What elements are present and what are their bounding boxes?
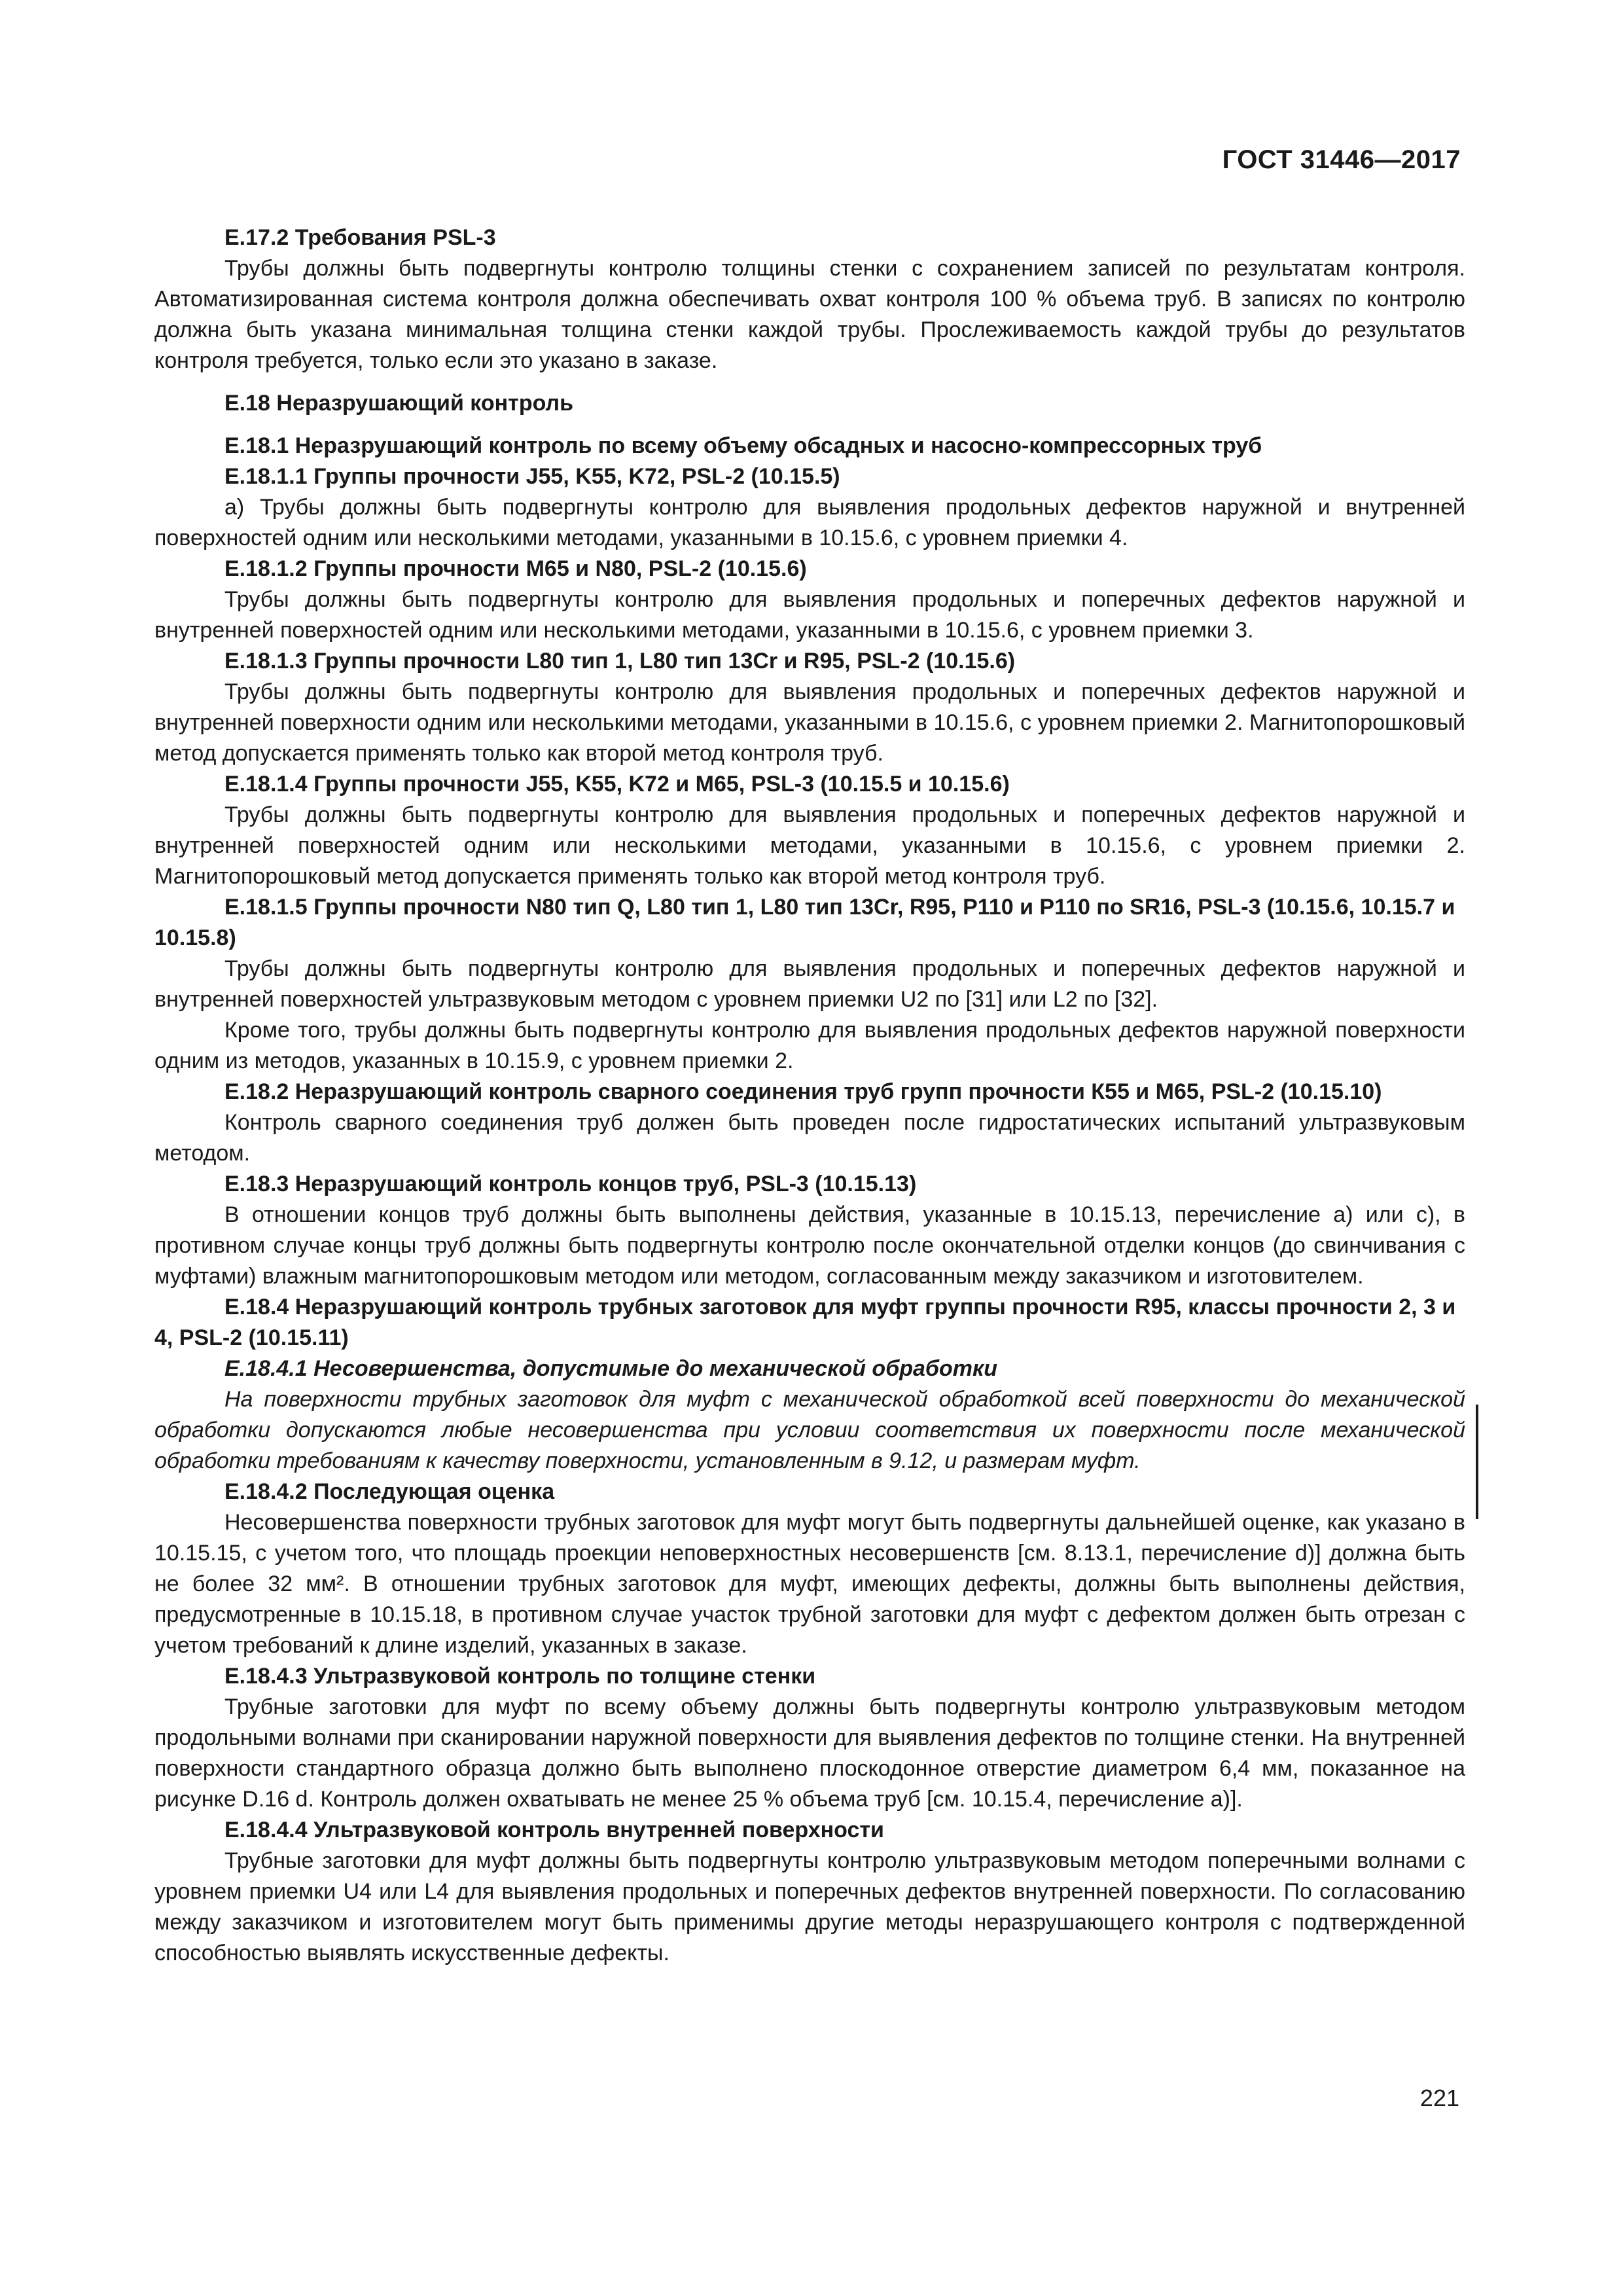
- section-heading: Е.18.3 Неразрушающий контроль концов труб, PSL-3 (10.15.13): [224, 1172, 917, 1196]
- section-heading: Е.17.2 Требования PSL-3: [224, 225, 496, 250]
- section-heading: Е.18.1.2 Группы прочности М65 и N80, PSL-2 (10.15.6): [224, 556, 807, 581]
- section-heading: Е.18.4 Неразрушающий контроль трубных заготовок для муфт группы прочности R95, классы прочности 2, 3 и 4, PSL-2 (10.15.11): [154, 1295, 1456, 1350]
- section-heading: Е.18.4.3 Ультразвуковой контроль по толщине стенки: [224, 1664, 816, 1689]
- paragraph-italic: На поверхности трубных заготовок для муфт с механической обработкой всей поверхности до механической обработки допускаются любые несовершенства при условии соответствия их поверхности после механической обработки требованиям к качеству поверхности, установленным в 9.12, и размерам муфт.: [154, 1387, 1465, 1473]
- paragraph: Несовершенства поверхности трубных заготовок для муфт могут быть подвергнуты дальнейшей оценке, как указано в 10.15.15, с учетом того, что площадь проекции неповерхностных несовершенств [см. 8.13.1, перечисление d)] должна быть не более 32 мм². В отношении трубных заготовок для муфт, имеющих дефекты, должны быть выполнены действия, предусмотренные в 10.15.18, в противном случае участок трубной заготовки для муфт с дефектом должен быть отрезан с учетом требований к длине изделий, указанных в заказе.: [154, 1510, 1465, 1658]
- document-body: [154, 223, 1465, 1969]
- paragraph: В отношении концов труб должны быть выполнены действия, указанные в 10.15.13, перечисление а) или с), в противном случае концы труб должны быть подвергнуты контролю после окончательной отделки концов (до свинчивания с муфтами) влажным магнитопорошковым методом или методом, согласованным между заказчиком и изготовителем.: [154, 1202, 1465, 1289]
- section-heading: Е.18.4.4 Ультразвуковой контроль внутренней поверхности: [224, 1818, 884, 1842]
- paragraph: Трубные заготовки для муфт по всему объему должны быть подвергнуты контролю ультразвуковым методом продольными волнами при сканировании наружной поверхности для выявления дефектов по толщине стенки. На внутренней поверхности стандартного образца должно быть выполнено плоскодонное отверстие диаметром 6,4 мм, показанное на рисунке D.16 d. Контроль должен охватывать не менее 25 % объема труб [см. 10.15.4, перечисление а)].: [154, 1695, 1465, 1812]
- section-heading: Е.18.4.2 Последующая оценка: [224, 1479, 555, 1504]
- paragraph: Трубы должны быть подвергнуты контролю для выявления продольных и поперечных дефектов наружной и внутренней поверхностей одним или несколькими методами, указанными в 10.15.6, с уровнем приемки 3.: [154, 587, 1465, 643]
- paragraph: а) Трубы должны быть подвергнуты контролю для выявления продольных дефектов наружной и внутренней поверхностей одним или несколькими методами, указанными в 10.15.6, с уровнем приемки 4.: [154, 495, 1465, 550]
- paragraph: Кроме того, трубы должны быть подвергнуты контролю для выявления продольных дефектов наружной поверхности одним из методов, указанных в 10.15.9, с уровнем приемки 2.: [154, 1018, 1465, 1073]
- section-heading: Е.18 Неразрушающий контроль: [224, 391, 574, 416]
- paragraph: Трубы должны быть подвергнуты контролю для выявления продольных и поперечных дефектов наружной и внутренней поверхности одним или несколькими методами, указанными в 10.15.6, с уровнем приемки 2. Магнитопорошковый метод допускается применять только как второй метод контроля труб.: [154, 679, 1465, 766]
- standard-header: ГОСТ 31446—2017: [1222, 145, 1461, 174]
- paragraph: Трубы должны быть подвергнуты контролю толщины стенки с сохранением записей по результатам контроля. Автоматизированная система контроля должна обеспечивать охват контроля 100 % объема труб. В записях по контролю должна быть указана минимальная толщина стенки каждой трубы. Прослеживаемость каждой трубы до результатов контроля требуется, только если это указано в заказе.: [154, 256, 1465, 373]
- paragraph: Трубы должны быть подвергнуты контролю для выявления продольных и поперечных дефектов наружной и внутренней поверхностей ультразвуковым методом с уровнем приемки U2 по [31] или L2 по [32].: [154, 956, 1465, 1012]
- section-heading: Е.18.1 Неразрушающий контроль по всему объему обсадных и насосно-компрессорных труб: [224, 433, 1262, 458]
- section-heading: Е.18.2 Неразрушающий контроль сварного соединения труб групп прочности К55 и М65, PSL-2 (10.15.10): [224, 1079, 1382, 1104]
- section-heading: Е.18.1.5 Группы прочности N80 тип Q, L80 тип 1, L80 тип 13Cr, R95, Р110 и Р110 по SR16, PSL-3 (10.15.6, 10.15.7 и 10.15.8): [154, 895, 1455, 950]
- section-heading: Е.18.1.4 Группы прочности J55, K55, K72 и М65, PSL-3 (10.15.5 и 10.15.6): [224, 772, 1010, 797]
- section-heading: Е.18.1.1 Группы прочности J55, K55, K72, PSL-2 (10.15.5): [224, 464, 840, 489]
- section-heading-italic: Е.18.4.1 Несовершенства, допустимые до механической обработки: [224, 1356, 997, 1381]
- change-bar: [1476, 1405, 1478, 1519]
- page-number: 221: [1419, 2085, 1459, 2111]
- paragraph: Трубные заготовки для муфт должны быть подвергнуты контролю ультразвуковым методом поперечными волнами с уровнем приемки U4 или L4 для выявления продольных и поперечных дефектов внутренней поверхности. По согласованию между заказчиком и изготовителем могут быть применимы другие методы неразрушающего контроля с подтвержденной способностью выявлять искусственные дефекты.: [154, 1848, 1465, 1965]
- paragraph: Контроль сварного соединения труб должен быть проведен после гидростатических испытаний ультразвуковым методом.: [154, 1110, 1465, 1166]
- section-heading: Е.18.1.3 Группы прочности L80 тип 1, L80 тип 13Cr и R95, PSL-2 (10.15.6): [224, 649, 1016, 673]
- paragraph: Трубы должны быть подвергнуты контролю для выявления продольных и поперечных дефектов наружной и внутренней поверхностей одним или несколькими методами, указанными в 10.15.6, с уровнем приемки 2. Магнитопорошковый метод допускается применять только как второй метод контроля труб.: [154, 802, 1465, 889]
